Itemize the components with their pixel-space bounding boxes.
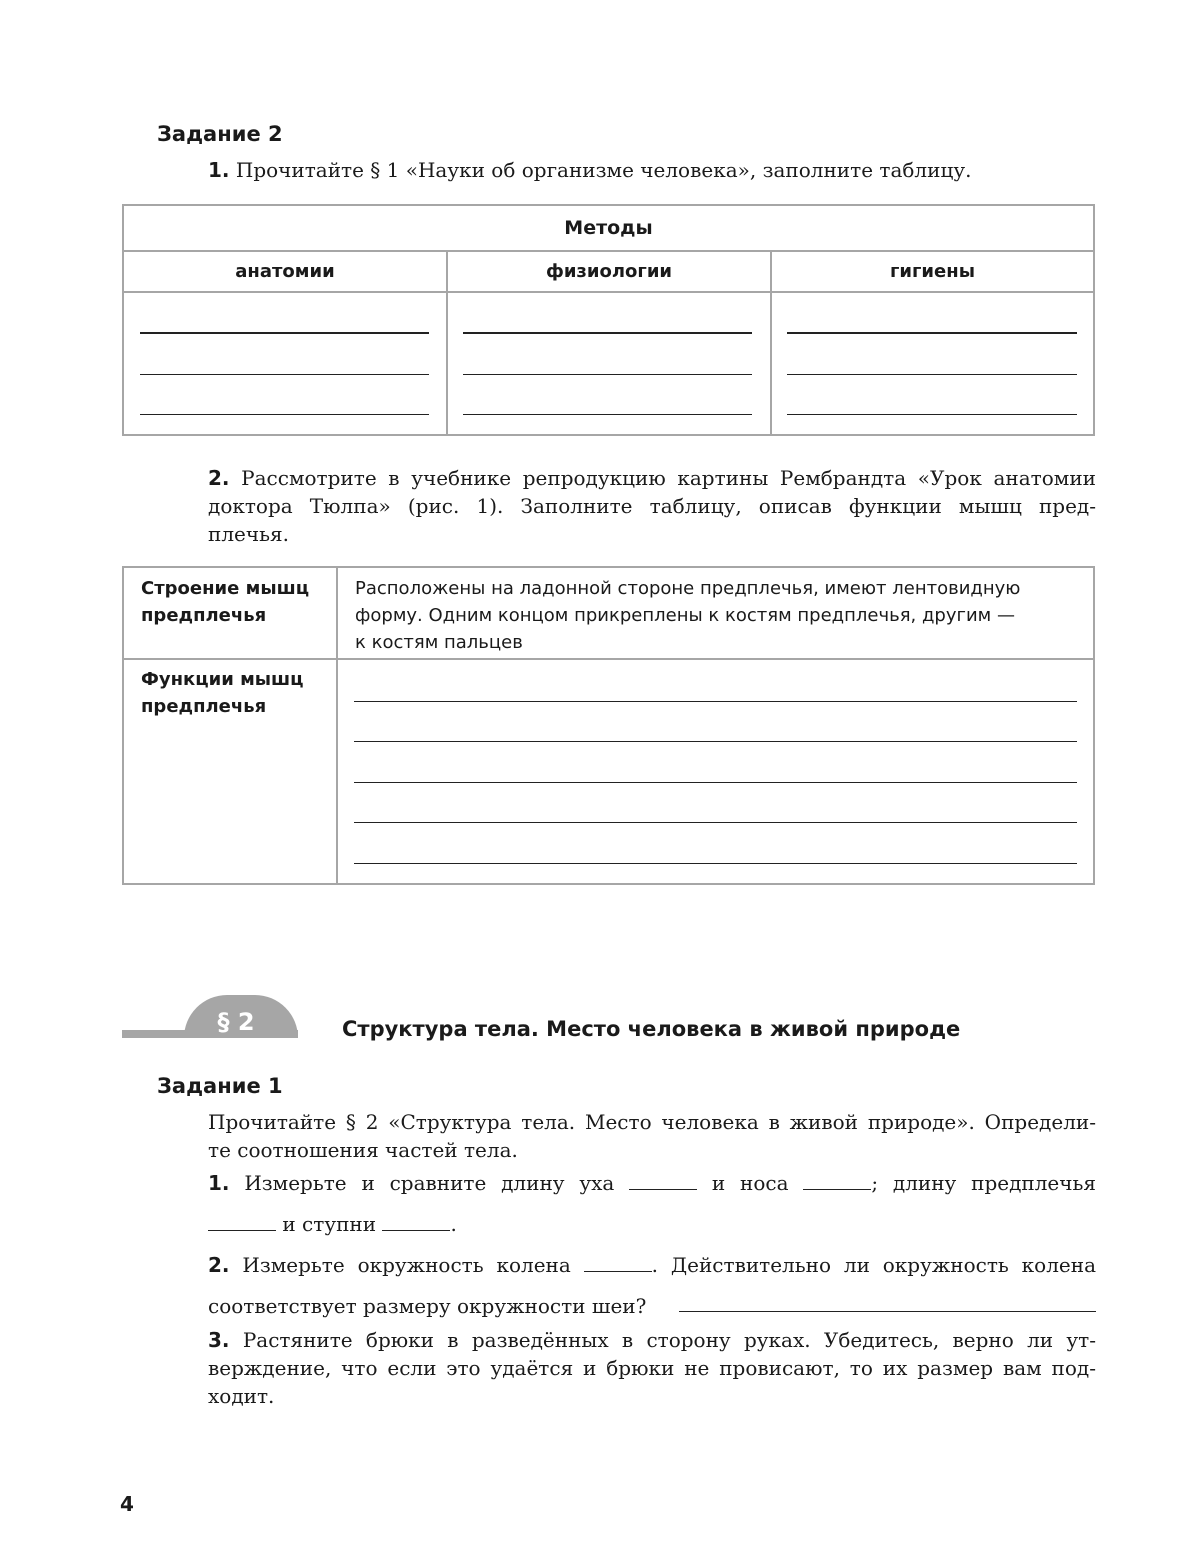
item-text: Измерьте и сравните длину уха xyxy=(244,1171,615,1195)
answer-line[interactable] xyxy=(463,374,752,375)
answer-line[interactable] xyxy=(354,822,1077,823)
item-number: 3. xyxy=(208,1328,230,1352)
item-text: . Действительно ли окружность колена xyxy=(651,1253,1096,1277)
forearm-length-blank[interactable] xyxy=(208,1212,276,1231)
answer-line[interactable] xyxy=(787,374,1077,375)
item-number: 2. xyxy=(208,466,230,490)
task1-item1-line1 xyxy=(208,1169,1096,1197)
foot-length-blank[interactable] xyxy=(382,1212,450,1231)
answer-line[interactable] xyxy=(140,374,429,375)
structure-label-cell xyxy=(123,567,337,659)
item-text: соответствует размеру окружности шеи? xyxy=(208,1294,647,1318)
task1-item1-line2 xyxy=(208,1210,1096,1238)
item-number: 2. xyxy=(208,1253,230,1277)
column-header: анатомии xyxy=(235,261,335,282)
item-text: Растяните брюки в разведённых в сторону руках. Убедитесь, верно ли ут- xyxy=(242,1328,1096,1352)
function-answer-cell[interactable] xyxy=(337,659,1094,884)
item3-line3: ходит. xyxy=(208,1384,275,1408)
structure-label: Строение мышц предплечья xyxy=(141,578,310,626)
answer-line[interactable] xyxy=(463,332,752,334)
answer-line[interactable] xyxy=(787,414,1077,415)
column-hygiene xyxy=(771,251,1094,292)
answer-line[interactable] xyxy=(354,701,1077,702)
methods-header-cell xyxy=(123,205,1094,251)
task2-title: Задание 2 xyxy=(157,122,283,146)
task1-intro xyxy=(208,1108,1096,1164)
answer-line[interactable] xyxy=(354,782,1077,783)
methods-table xyxy=(122,204,1095,436)
item-text: ; длину предплечья xyxy=(871,1171,1096,1195)
item3-line1 xyxy=(208,1326,1096,1354)
methods-header: Методы xyxy=(564,217,653,239)
answer-line[interactable] xyxy=(354,741,1077,742)
item-number: 1. xyxy=(208,158,230,182)
column-header: гигиены xyxy=(890,261,975,282)
item-text: . xyxy=(450,1212,457,1236)
item-number: 1. xyxy=(208,1171,230,1195)
intro-line: те соотношения частей тела. xyxy=(208,1138,518,1162)
item-text: и ступни xyxy=(282,1212,377,1236)
intro-line: Прочитайте § 2 «Структура тела. Место человека в живой природе». Определи- xyxy=(208,1110,1096,1134)
item2-line3: плечья. xyxy=(208,522,289,546)
item-text: Рассмотрите в учебнике репродукцию картины Рембрандта «Урок анатомии xyxy=(241,466,1096,490)
neck-answer-line[interactable] xyxy=(679,1311,1096,1312)
item2-line2: доктора Тюлпа» (рис. 1). Заполните таблицу, описав функции мышц пред- xyxy=(208,494,1096,518)
answer-line[interactable] xyxy=(463,414,752,415)
structure-text-cell xyxy=(337,567,1094,659)
nose-length-blank[interactable] xyxy=(803,1171,871,1190)
knee-circumference-blank[interactable] xyxy=(584,1253,652,1272)
section-title: Структура тела. Место человека в живой природе xyxy=(342,1017,961,1041)
page-number: 4 xyxy=(120,1492,134,1516)
ear-length-blank[interactable] xyxy=(629,1171,697,1190)
task1-item2-line2 xyxy=(208,1292,1096,1320)
answer-line[interactable] xyxy=(787,332,1077,334)
task1-item2-line1 xyxy=(208,1251,1096,1279)
item-text: и носа xyxy=(711,1171,789,1195)
item-text: Измерьте окружность колена xyxy=(242,1253,571,1277)
answer-line[interactable] xyxy=(140,332,429,334)
function-label-cell xyxy=(123,659,337,884)
task1-item3 xyxy=(208,1326,1096,1410)
column-anatomy xyxy=(123,251,447,292)
column-physiology xyxy=(447,251,771,292)
item-text: Прочитайте § 1 «Науки об организме человека», заполните таблицу. xyxy=(235,158,972,182)
answer-line[interactable] xyxy=(354,863,1077,864)
task2-item1 xyxy=(208,156,1098,184)
task2-item2 xyxy=(208,464,1096,548)
task1-title: Задание 1 xyxy=(157,1074,283,1098)
structure-text: Расположены на ладонной стороне предплечья, имеют лентовидную форму. Одним концом прикреплены к костям предплечья, другим — к костям пальцев xyxy=(355,578,1021,653)
column-header: физиологии xyxy=(545,261,673,282)
function-label: Функции мышц предплечья xyxy=(141,669,304,717)
item2-line1 xyxy=(208,464,1096,492)
muscles-table xyxy=(122,566,1095,885)
item3-line2: верждение, что если это удаётся и брюки не провисают, то их размер вам под- xyxy=(208,1356,1096,1380)
section-badge-label: § 2 xyxy=(217,1008,255,1036)
answer-line[interactable] xyxy=(140,414,429,415)
